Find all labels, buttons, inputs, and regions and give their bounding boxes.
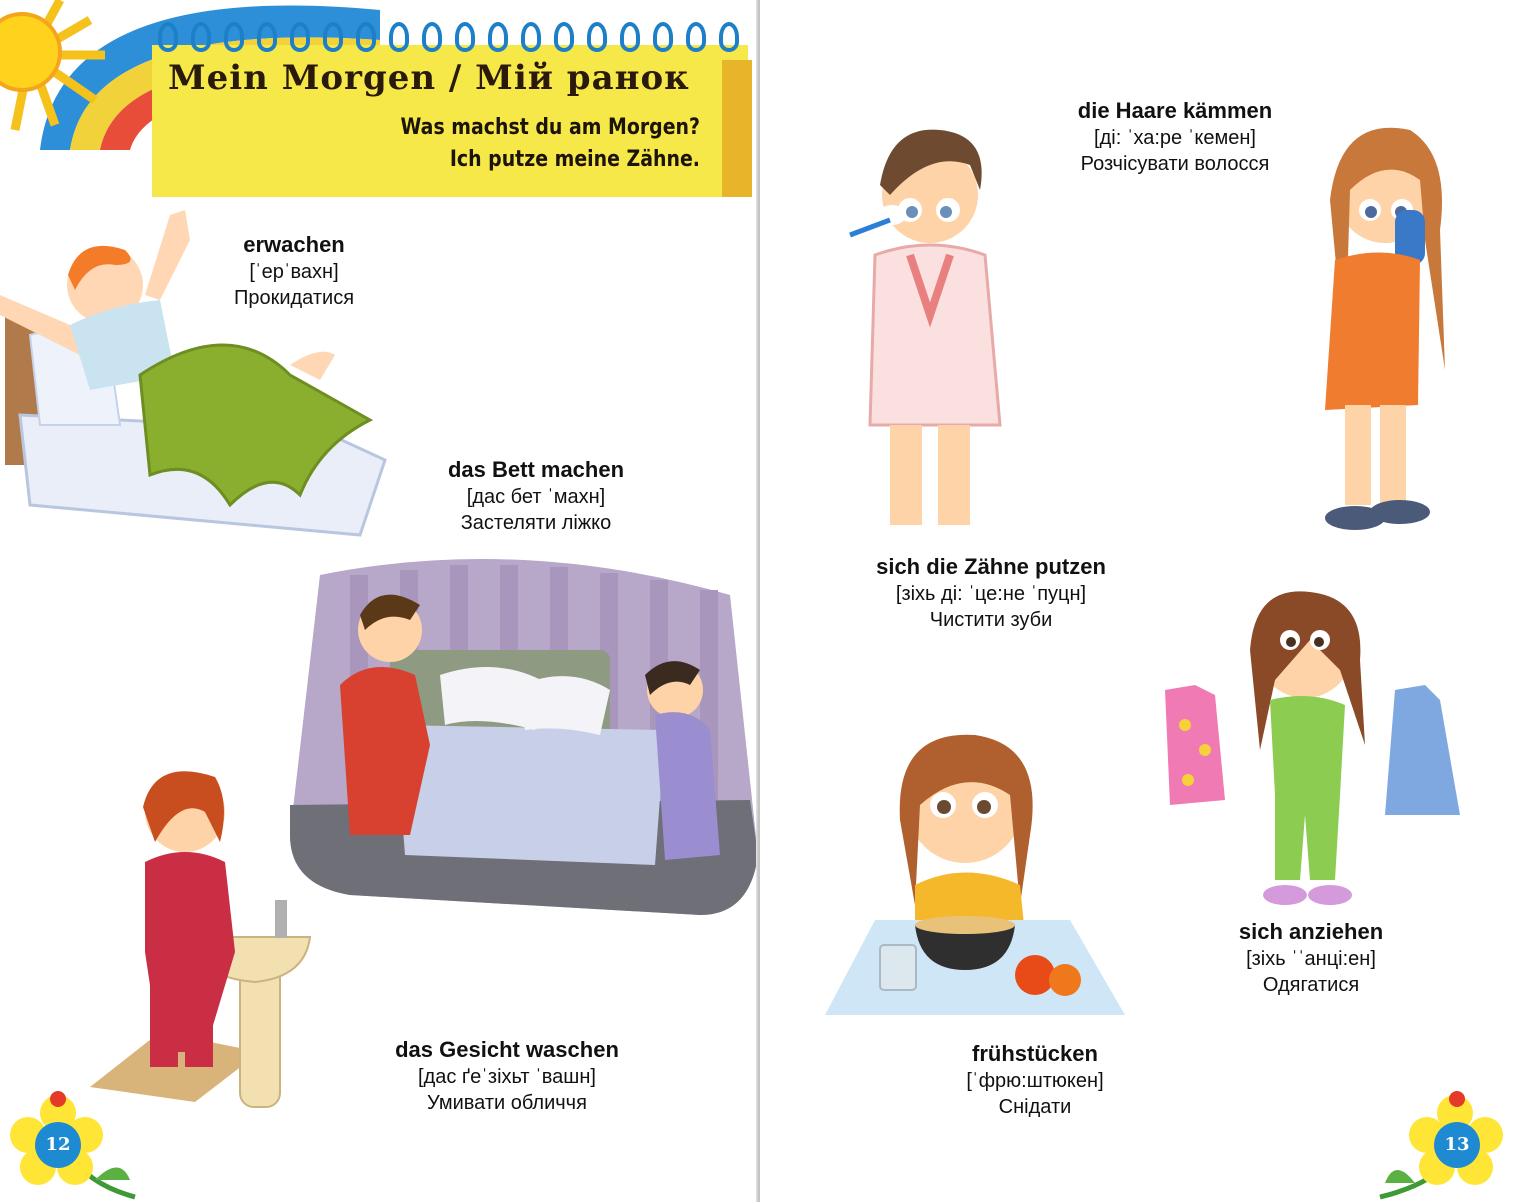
washing-face-illustration — [85, 752, 325, 1122]
german-word: erwachen — [243, 232, 345, 257]
combing-hair-illustration — [1300, 110, 1500, 535]
german-word: das Bett machen — [447, 457, 625, 482]
transcription: [зіхь ˈˈанці:ен] — [1246, 948, 1376, 970]
transcription: [зіхь ді: ˈце:не ˈпуцн] — [895, 583, 1087, 605]
ukrainian-translation: Чистити зуби — [929, 609, 1053, 631]
ukrainian-translation: Розчісувати волосся — [1080, 153, 1270, 175]
item-anziehen — [1239, 918, 1383, 998]
german-word: sich anziehen — [1238, 919, 1384, 944]
transcription: [дас ґеˈзіхьт ˈвашн] — [418, 1066, 596, 1088]
ukrainian-translation: Снідати — [998, 1096, 1072, 1118]
german-word: die Haare kämmen — [1077, 98, 1273, 123]
notebook-rings — [158, 22, 748, 62]
banner-shadow — [722, 60, 752, 197]
item-zaehne-putzen — [876, 553, 1106, 633]
ukrainian-translation: Одягатися — [1262, 974, 1360, 996]
item-bett-machen — [448, 456, 624, 536]
example-dialogue — [390, 112, 700, 176]
item-haare-kaemmen — [1078, 97, 1272, 177]
transcription: [ˈерˈвахн] — [249, 261, 339, 283]
brushing-teeth-illustration — [830, 95, 1030, 545]
getting-dressed-illustration — [1150, 580, 1480, 920]
breakfast-illustration — [825, 725, 1125, 1030]
ukrainian-translation: Застеляти ліжко — [460, 512, 612, 534]
german-word: das Gesicht waschen — [395, 1037, 619, 1062]
ukrainian-translation: Прокидатися — [233, 287, 355, 309]
right-page — [760, 0, 1518, 1202]
transcription: [ді: ˈха:ре ˈкемен] — [1094, 127, 1256, 149]
example-answer: Ich putze meine Zähne. — [449, 147, 700, 172]
transcription: [ˈфрю:штюкен] — [966, 1070, 1104, 1092]
german-word: frühstücken — [972, 1041, 1098, 1066]
making-bed-illustration — [280, 555, 758, 925]
item-fruehstuecken — [966, 1040, 1103, 1120]
example-question: Was machst du am Morgen? — [400, 115, 700, 140]
ukrainian-translation: Умивати обличчя — [427, 1092, 587, 1114]
page-number-right: 13 — [1434, 1122, 1480, 1168]
page-title: Mein Morgen / Мій ранок — [168, 58, 690, 98]
transcription: [дас бет ˈмахн] — [466, 486, 606, 508]
german-word: sich die Zähne putzen — [876, 554, 1106, 579]
left-page — [0, 0, 758, 1202]
item-gesicht-waschen — [395, 1036, 619, 1116]
item-erwachen — [234, 231, 354, 311]
page-number-left: 12 — [35, 1122, 81, 1168]
